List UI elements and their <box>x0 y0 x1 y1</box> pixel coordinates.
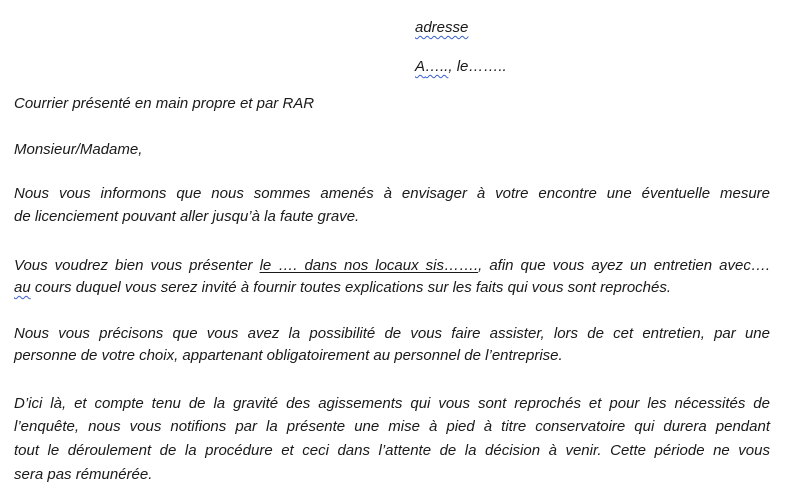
address-line <box>415 18 468 38</box>
paragraph-2-line-1 <box>14 256 770 276</box>
paragraph-4-line-3: tout le déroulement de la procédure et ceci dans l’attente de la décision à venir. Cette période ne vous <box>14 442 770 459</box>
address-text: adresse <box>415 19 469 36</box>
p2-squiggle-au: au <box>14 279 31 296</box>
p2-underlined-dans: dans <box>304 257 337 274</box>
p2-text-start: Vous voudrez bien vous présenter <box>14 257 260 274</box>
paragraph-3-line-1: Nous vous précisons que vous avez la possibilité de vous faire assister, lors de cet entretien, par une <box>14 325 770 342</box>
paragraph-1-line-2: de licenciement pouvant aller jusqu’à la faute grave. <box>14 208 360 225</box>
paragraph-4-line-4: sera pas rémunérée. <box>14 466 153 483</box>
paragraph-4-line-2: l’enquête, nous vous notifions par la présente une mise à pied à titre conservatoire qui durera pendant <box>14 418 770 435</box>
paragraph-1-line-1: Nous vous informons que nous sommes amenés à envisager à votre encontre une éventuelle mesure <box>14 185 770 202</box>
p2-underlined-location: nos locaux sis……. <box>337 257 479 274</box>
date-placeholder: , le…….. <box>448 58 507 75</box>
paragraph-3-line-2: personne de votre choix, appartenant obligatoirement au personnel de l’entreprise. <box>14 347 563 364</box>
place-dots: ….. <box>425 58 449 75</box>
delivery-mode: Courrier présenté en main propre et par RAR <box>14 95 315 112</box>
place-prefix: A <box>415 58 426 75</box>
paragraph-4-line-1: D’ici là, et compte tenu de la gravité des agissements qui vous sont reprochés et pour les nécessités de <box>14 395 770 412</box>
paragraph-2-line-2 <box>14 278 770 298</box>
salutation: Monsieur/Madame, <box>14 141 143 158</box>
p2-underlined-date: le …. <box>259 257 305 274</box>
p2-line-2-rest: cours duquel vous serez invité à fournir toutes explications sur les faits qui vous sont reprochés. <box>30 279 672 296</box>
p2-text-end: , afin que vous ayez un entretien avec…. <box>478 257 771 274</box>
place-date-line <box>415 57 507 77</box>
